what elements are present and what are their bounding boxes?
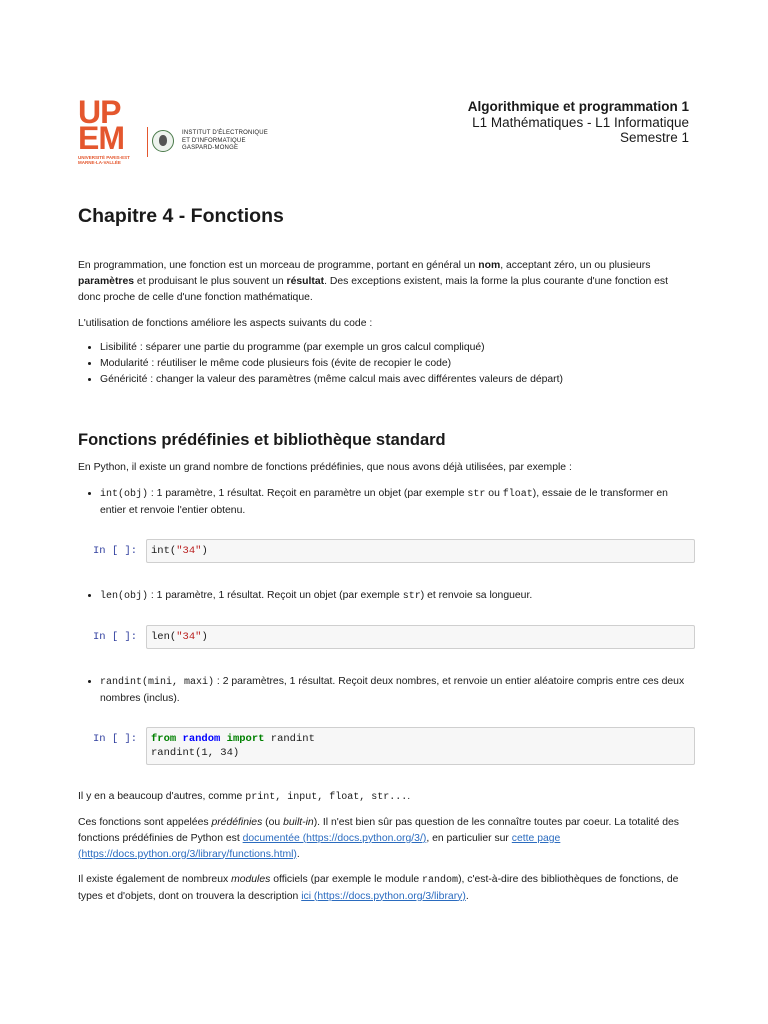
functions-page-link[interactable]: cette page (https://docs.python.org/3/library/functions.html): [78, 832, 561, 860]
aspects-intro: L'utilisation de fonctions améliore les aspects suivants du code :: [78, 318, 373, 329]
upem-logo: [78, 94, 278, 169]
list-item: • Lisibilité : séparer une partie du programme (par exemple un gros calcul compliqué): [100, 340, 690, 356]
course-semester: Semestre 1: [619, 130, 689, 145]
course-title: Algorithmique et programmation 1: [467, 99, 689, 114]
aspects-list: [78, 340, 690, 387]
library-link[interactable]: ici (https://docs.python.org/3/library): [301, 890, 466, 902]
code-input[interactable]: from random import randint randint(1, 34): [146, 727, 695, 765]
course-program: L1 Mathématiques - L1 Informatique: [472, 114, 689, 130]
code-input[interactable]: int("34"): [146, 539, 695, 563]
cell-prompt: In [ ]:: [93, 631, 138, 643]
intro-paragraph: En programmation, une fonction est un morceau de programme, portant en général un nom, acceptant zéro, un ou plusieurs paramètres et produisant le plus souvent un résultat. Des exceptions existent, mais la forme la plus courante d'une fonction est donc proche de celle d'une fonction mathématique.: [78, 260, 668, 303]
page-title: Chapitre 4 - Fonctions: [78, 205, 284, 227]
code-cell-int[interactable]: [78, 539, 695, 563]
list-item: • Modularité : réutiliser le même code plusieurs fois (évite de recopier le code): [100, 356, 690, 372]
list-item: • len(obj) : 1 paramètre, 1 résultat. Reçoit un objet (par exemple str) et renvoie sa longueur.: [100, 588, 690, 605]
list-item: • randint(mini, maxi) : 2 paramètres, 1 résultat. Reçoit deux nombres, et renvoie un entier aléatoire compris entre ces deux nombres (inclus).: [100, 674, 690, 707]
logo-up: UP: [78, 94, 121, 130]
code-cell-randint[interactable]: [78, 727, 695, 765]
institute-seal-icon: [152, 130, 174, 152]
cell-prompt: In [ ]:: [93, 733, 138, 745]
list-item: • int(obj) : 1 paramètre, 1 résultat. Reçoit en paramètre un objet (par exemple str ou float), essaie de le transformer en entier et renvoie l'entier obtenu.: [100, 486, 695, 519]
randint-item: [78, 674, 690, 707]
len-item: [78, 588, 690, 605]
int-item: [78, 486, 695, 519]
list-item: • Généricité : changer la valeur des paramètres (même calcul mais avec différentes valeurs de départ): [100, 372, 690, 388]
section-title: Fonctions prédéfinies et bibliothèque standard: [78, 431, 446, 449]
doc-link[interactable]: documentée (https://docs.python.org/3/): [242, 832, 427, 844]
code-cell-len[interactable]: [78, 625, 695, 649]
section-lead: En Python, il existe un grand nombre de fonctions prédéfinies, que nous avons déjà utilisées, par exemple :: [78, 462, 572, 473]
others-paragraph: Il y en a beaucoup d'autres, comme print, input, float, str....: [78, 791, 411, 803]
course-header: [468, 99, 689, 146]
cell-prompt: In [ ]:: [93, 545, 138, 557]
logo-em: EM: [78, 120, 124, 156]
code-input[interactable]: len("34"): [146, 625, 695, 649]
modules-paragraph: Il existe également de nombreux modules officiels (par exemple le module random), c'est-à-dire des bibliothèques de fonctions, de types et d'objets, dont on trouvera la description ici (https://docs.python.org/3/library).: [78, 874, 679, 902]
logo-university: UNIVERSITÉ PARIS-EST MARNE-LA-VALLÉE: [78, 155, 130, 165]
builtins-paragraph: Ces fonctions sont appelées prédéfinies (ou built-in). Il n'est bien sûr pas question de les connaître toutes par coeur. La totalité des fonctions prédéfinies de Python est documentée (https://docs.python.org/3/), en particulier sur cette page (https://docs.python.org/3/library/functions.html).: [78, 817, 679, 860]
logo-institute: INSTITUT D'ÉLECTRONIQUE ET D'INFORMATIQUE GASPARD-MONGE: [182, 130, 268, 151]
logo-divider: [147, 127, 148, 157]
